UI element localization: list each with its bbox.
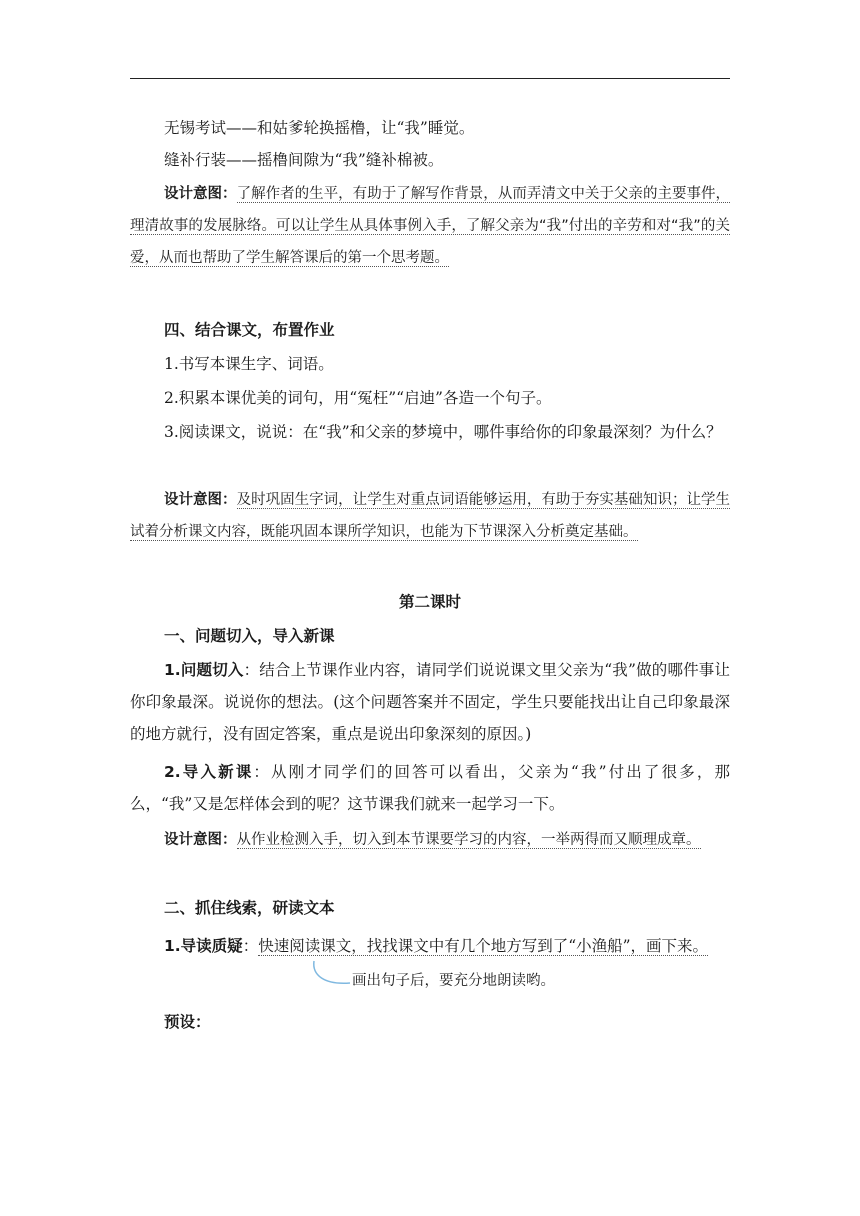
design-intent-text: 及时巩固生字词，让学生对重点词语能够运用，有助于夯实基础知识；让学生试着分析课文内容，既能巩固本课所学知识，也能为下节课深入分析奠定基础。 [130,492,731,540]
design-intent-3 [130,824,730,856]
callout-note: 画出句子后，要充分地朗读哟。 [352,973,555,989]
design-intent-label: 设计意图： [164,492,237,508]
intro-step-1-text: ：结合上节课作业内容，请同学们说说课文里父亲为“我”做的哪件事让你印象最深。说说你的想法。(这个问题答案并不固定，学生只要能找出让自己印象最深的地方就行，没有固定答案，重点是说出印象深刻的原因。) [130,661,730,743]
section-heading-reading: 二、抓住线索，研读文本 [164,899,335,917]
design-intent-label: 设计意图： [164,832,237,848]
reading-step-1-text: 快速阅读课文，找找课文中有几个地方写到了“小渔船”，画下来。 [258,937,709,955]
design-intent-text: 了解作者的生平，有助于了解写作背景，从而弄清文中关于父亲的主要事件，理清故事的发展脉络。可以让学生从具体事例入手，了解父亲为“我”付出的辛劳和对“我”的关爱，从而也帮助了学生解答课后的第一个思考题。 [130,186,731,266]
intro-step-2-text: ：从刚才同学们的回答可以看出，父亲为“我”付出了很多，那么，“我”又是怎样体会到的呢？这节课我们就来一起学习一下。 [130,763,730,813]
header-rule [130,78,730,79]
design-intent-1 [130,178,730,274]
intro-step-2 [130,756,730,820]
reading-step-1-label: 1.导读质疑 [164,937,243,955]
homework-item-3: 3.阅读课文，说说：在“我”和父亲的梦境中，哪件事给你的印象最深刻？为什么？ [164,423,722,441]
section-heading-intro: 一、问题切入，导入新课 [164,627,335,645]
lesson-title: 第二课时 [398,593,461,611]
design-intent-2 [130,484,730,548]
design-intent-text: 从作业检测入手，切入到本节课要学习的内容，一举两得而又顺理成章。 [236,832,701,848]
paragraph-wuxi-exam: 无锡考试——和姑爹轮换摇橹，让“我”睡觉。 [164,119,475,137]
intro-step-1 [130,654,730,750]
reading-step-1-colon: ： [242,937,259,955]
design-intent-label: 设计意图： [164,186,237,202]
paragraph-sewing: 缝补行装——摇橹间隙为“我”缝补棉被。 [164,151,444,169]
reading-step-1 [130,928,730,964]
callout-arrow-icon [310,957,354,991]
intro-step-1-label: 1.问题切入 [164,661,244,679]
homework-item-2: 2.积累本课优美的词句，用“冤枉”“启迪”各造一个句子。 [164,389,552,407]
intro-step-2-label: 2.导入新课 [164,763,254,781]
homework-item-1: 1.书写本课生字、词语。 [164,355,334,373]
preset-label: 预设： [164,1013,211,1031]
section-heading-homework: 四、结合课文，布置作业 [164,321,335,339]
